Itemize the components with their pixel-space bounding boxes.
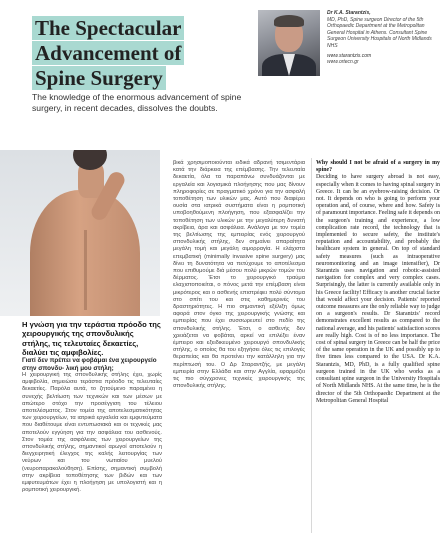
author-bio bbox=[327, 10, 437, 66]
author-website-2[interactable]: www.ortecn.gr bbox=[327, 59, 359, 66]
article-title bbox=[32, 16, 222, 91]
article-header bbox=[0, 0, 445, 150]
author-portrait bbox=[258, 10, 320, 76]
portrait-hair bbox=[274, 15, 304, 27]
column-divider bbox=[311, 158, 312, 533]
author-credentials: MD, PhD, Spine surgeon Director of the 5th Orthopaedic Department at the Metropolitan General Hospital in Athens. Consultant Spine Surgeon University Hospitals of North Midlands NHS bbox=[327, 16, 432, 49]
greek-question: Γιατί δεν πρέπει να φοβάμαι ένα χειρουργείο στην σπονδυ- λική μου στήλη; bbox=[22, 357, 157, 372]
author-name: Dr K.A. Starantzis, bbox=[327, 10, 371, 16]
greek-mid-column: βικά χρησιμοποιούνται ειδικά αδρανή τσιμεντάρια κατά την διάρκεια της επέμβασης. Την τελευταία δεκαετία, όλα τα παραπάνω συνδυάζονται με εργαλεία και λογισμικά πλοήγησης που μας δίνουν πληροφορίες σε πραγματικό χρόνο για την ασφαλή τοποθέτηση των υλικών μας. Αυτό που διαφέρει ουσία στα ιατρικά συστήματα είναι η ρομποτική υποβοηθούμενη πλοήγηση, που εξασφαλίζει την τοποθέτηση των υλικών με την μεγαλύτερη δυνατή ακρίβεια, άρα και ασφάλεια. Ανάλογα με τον τομέα της βελτίωσης της εμπειρίας ενός χειρουργού σπονδυλικής στήλης, δεν σημαίνει απαραίτητα μεγάλη τομή και μεγάλη αιμορραγία. Η ελάχιστα επεμβατική (minimally invasive spine surgery) μας δίνει τη δυνατότητα να πετύχουμε το αποτέλεσμα που επιθυμούμε διά μέσου πολύ μικρών τομών του δέρματος. Έτσι το χειρουργικό τραύμα ελαχιστοποιείται, ο πόνος μετά την επέμβαση είναι μικρότερος και ο ασθενής επιστρέφει πολύ σύντομα στο σπίτι του και στις καθημερινές του δραστηριότητες. Η πιο σημαντική εξέλιξη όμως αφορά στον όγκο της χειρουργικής γνώσης και εμπειρίας που έχει συσσωρευτεί στο πεδίο της σπονδυλικής στήλης. Έτσι, ο ασθενής δεν χρειάζεται να φοβάται, αρκεί να επιλέξει έναν έμπειρο και εξειδικευμένο χειρουργό σπονδυλικής στήλης, ο οποίος θα του εξηγήσει όλες τις επιλογές θεραπείας και θα προτείνει την κατάλληλη για την περίπτωσή του. Ο Δρ Σταραντζής, με μεγάλη εμπειρία στην Ελλάδα και στην Αγγλία, εφαρμόζει τις πιο σύγχρονες τεχνικές χειρουργικής της σπονδυλικής στήλης. bbox=[173, 160, 305, 390]
english-body: Deciding to have surgery abroad is not easy, especially when it comes to having spinal surgery in Greece. It can be an eyebrow-raising decision. Or not. It depends on who is going to perform your operation and, of course, where and how. Safety is of paramount importance. Feeling safe it depends on the surgeon's training and experience, a low complication rate record, the technology that is implemented to secure safety, the institute's reputation and accountability, and probably the healthcare system in general. On top of standard safety measures (such as intraoperative neuromonitoring and an image intensifier), Dr Starantzis uses navigation and robotic-assisted navigation for complex and very complex cases. Surprisingly, the latter is currently available only in his Greece facility! Efficacy is another crucial factor that would affect your decision. Patients' reported outcome measures are the only reliable way to judge on a surgeon's results. Dr Starantzis' record demonstrates excellent results as compared to the national average, and his patients' satisfaction scores are really high. Cost is of no less importance. The cost of spinal surgery in Greece can be half the price of the same operation in the UK and possibly up to five times less compared to the USA. Dr K.A. Starantzis, MD, PhD, is a fully qualified spine surgeon trained in the UK who works as a consultant spine surgeon in the University Hospitals of North Midlands NHS. At the same time, he is the director of the 5th Orthopaedic Department at the Metropolitan General Hospital bbox=[316, 174, 440, 404]
english-column bbox=[316, 160, 440, 405]
greek-body: Η χειρουργική της σπονδυλικής στήλης έχει, χωρίς αμφιβολία, σημειώσει τεράστια πρόοδο τις τελευταίες δεκαετίες. Παρόλα αυτά, το ζητούμενο παραμένει η συνεχής βελτίωση των τεχνικών και των μέσων με απώτερο στόχο την προσέγγιση του τέλειου αποτελέσματος. Στον τομέα της αποτελεσματικότητας των χειρουργείων, τα ιατρικά εργαλεία και εμφυτεύματα που διαθέτουμε είναι εντυπωσιακά και οι τεχνικές μας αποτελούν εγγύηση για την ασφάλεια του ασθενούς. Στον τομέα της ασφάλειας των χειρουργείων της σπονδυλικής στήλης, σημαντικοί αρωγοί αποτελούν η διεγχειρητική έλεγχος της καλής λειτουργίας των νεύρων και του νωτιαίου μυελού (νευροπαρακολούθηση). Επίσης, σημαντική συμβολή στην ακρίβεια τοποθέτησης των βιδών και των εμφυτευμάτων έχει η πλοήγηση με υπολογιστή και η ρομποτική χειρουργική. bbox=[22, 372, 162, 494]
author-website-1[interactable]: www.starantzis.com bbox=[327, 52, 372, 59]
greek-lead: Η γνώση για την τεράστια πρόοδο της χειρουργικής της σπονδυλικής στήλης, τις τελευταίες δεκαετίες, διαλύει τις αμφιβολίες. bbox=[22, 320, 161, 358]
back-pain-photo bbox=[0, 150, 160, 316]
title-line-3: Spine Surgery bbox=[32, 66, 166, 90]
title-line-1: The Spectacular bbox=[32, 16, 184, 40]
title-line-2: Advancement of bbox=[32, 41, 184, 65]
photo-spine bbox=[84, 230, 87, 310]
article-subtitle: The knowledge of the enormous advancement of spine surgery, in recent decades, dissolves the doubts. bbox=[32, 92, 242, 113]
english-heading: Why should I not be afraid of a surgery in my spine? bbox=[316, 160, 440, 174]
